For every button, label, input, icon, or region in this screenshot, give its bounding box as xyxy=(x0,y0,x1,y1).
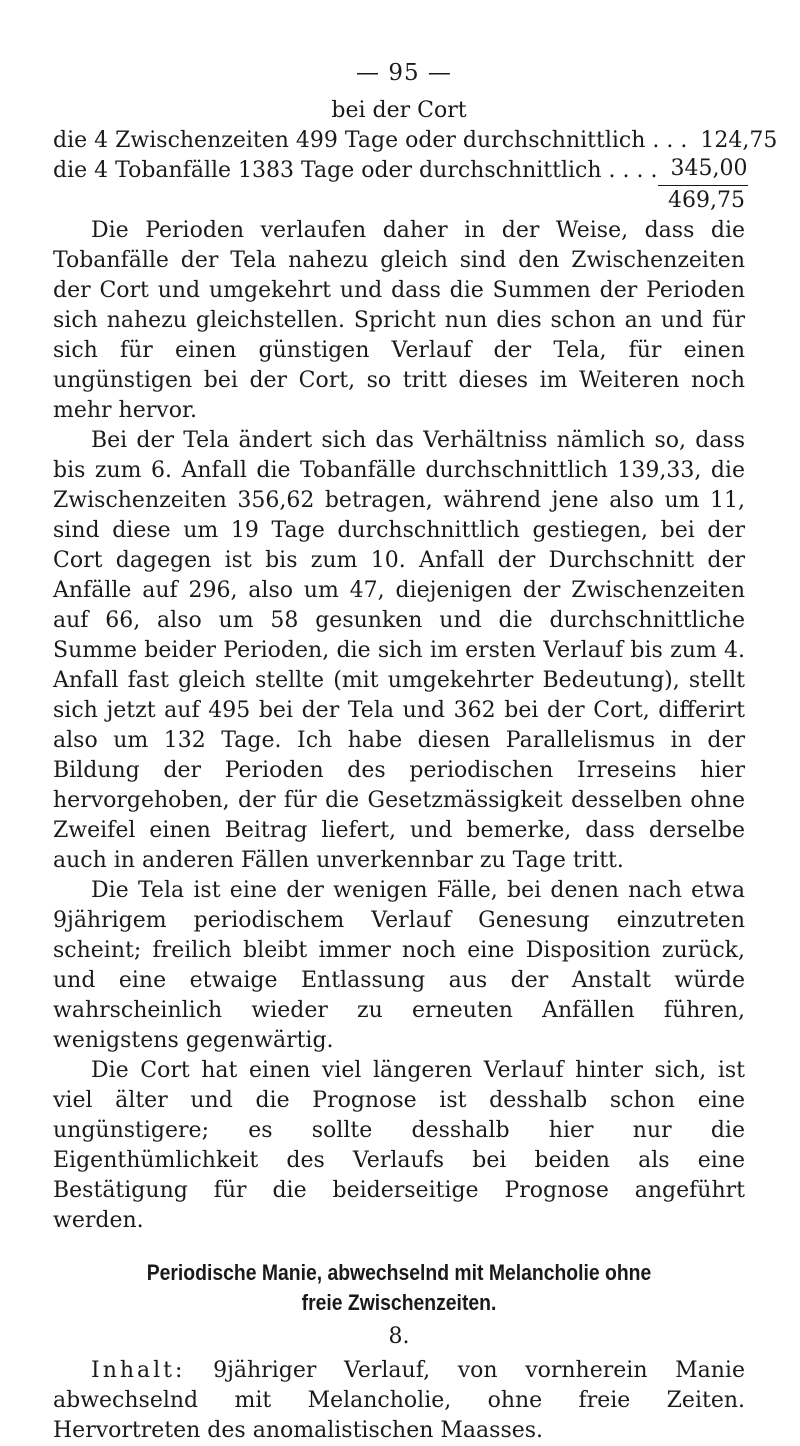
paragraph: Die Cort hat einen viel längeren Verlauf hinter sich, ist viel älter und die Prognose ist desshalb schon eine ungünstigere; es sollte desshalb hier nur die Eigenthümlichkeit des Verlaufs bei beiden als eine Bestätigung für die beiderseitige Prognose angeführt werden. xyxy=(53,1058,745,1233)
paragraph: Die Perioden verlaufen daher in der Weise, dass die Tobanfälle der Tela nahezu gleich sind den Zwischenzeiten der Cort und umgekehrt und dass die Summen der Perioden sich nahezu gleichstellen. Spricht nun dies schon an und für sich für einen günstigen Verlauf der Tela, für einen ungünstigen bei der Cort, so tritt dieses im Weiteren noch mehr hervor. xyxy=(53,218,745,423)
section-title xyxy=(95,1258,704,1318)
calculation-row-value: 124,75 xyxy=(700,128,778,153)
calculation-total-row xyxy=(53,186,745,216)
paragraph: Bei der Tela ändert sich das Verhältniss nämlich so, dass bis zum 6. Anfall die Tobanfälle durchschnittlich 139,33, die Zwischenzeiten 356,62 betragen, während jene also um 11, sind diese um 19 Tage durchschnittlich gestiegen, bei der Cort dagegen ist bis zum 10. Anfall der Durchschnitt der Anfälle auf 296, also um 47, diejenigen der Zwischenzeiten auf 66, also um 58 gesunken und die durchschnittliche Summe beider Perioden, die sich im ersten Verlauf bis zum 4. Anfall fast gleich stellte (mit umgekehrter Bedeutung), stellt sich jetzt auf 495 bei der Tela und 362 bei der Cort, differirt also um 132 Tage. Ich habe diesen Parallelismus in der Bildung der Perioden des periodischen Irreseins hier hervorgehoben, der für die Gesetzmässigkeit desselben ohne Zweifel einen Beitrag liefert, und bemerke, dass derselbe auch in anderen Fällen unverkennbar zu Tage tritt. xyxy=(53,428,745,873)
document-page xyxy=(53,60,778,1446)
summary-label: Inhalt: xyxy=(91,1358,186,1383)
calculation-total: 469,75 xyxy=(668,188,745,213)
paragraph: Die Tela ist eine der wenigen Fälle, bei denen nach etwa 9jährigem periodischem Verlauf Genesung einzutreten scheint; freilich bleibt immer noch eine Disposition zurück, und eine etwaige Entlassung aus der Anstalt würde wahrscheinlich wieder zu erneuten Anfällen führen, wenigstens gegenwärtig. xyxy=(53,878,745,1053)
page-number: — 95 — xyxy=(356,60,452,86)
summary-text: 9jähriger Verlauf, von vornherein Manie abwechselnd mit Melancholie, ohne freie Zeiten. Hervortreten des anomalistischen Maasses. xyxy=(53,1358,745,1443)
case-number: 8. xyxy=(388,1324,410,1349)
calculation-row-label: die 4 Tobanfälle 1383 Tage oder durchschnittlich . . . . xyxy=(53,158,658,183)
calculation-row-value: 345,00 xyxy=(658,156,748,186)
calculation-row xyxy=(53,156,748,186)
section-title-line: freie Zwischenzeiten. xyxy=(301,1290,497,1315)
calculation-row-label: die 4 Zwischenzeiten 499 Tage oder durchschnittlich . . . xyxy=(53,128,688,153)
summary-paragraph xyxy=(53,1356,745,1446)
calculation-heading: bei der Cort xyxy=(331,98,467,123)
calculation-row xyxy=(53,126,778,156)
section-title-line: Periodische Manie, abwechselnd mit Melancholie ohne xyxy=(146,1260,652,1285)
